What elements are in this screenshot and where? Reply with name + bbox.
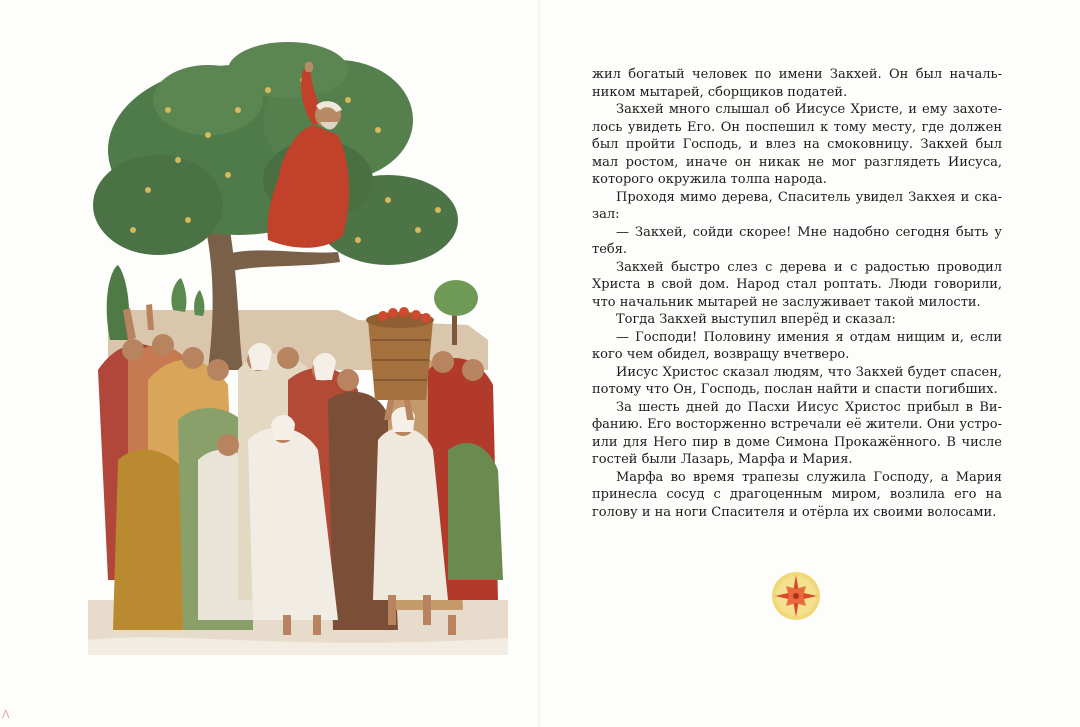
zacchaeus-illustration — [88, 40, 508, 655]
paragraph-2: Закхей много слышал об Иисусе Христе, и ему захотелось увидеть Его. Он поспешил к тому месту, где должен был пройти Господь, и влез на смоковницу. Закхей был мал ростом, иначе он никак не мог разглядеть Иисуса, которого окружила толпа народа. — [592, 102, 1002, 187]
corner-mark: Λ — [2, 708, 10, 721]
paragraph-1: жил богатый человек по имени Закхей. Он был начальником мытарей, сборщиков податей. — [592, 67, 1002, 100]
paragraph-4: — Закхей, сойди скорее! Мне надобно сегодня быть у тебя. — [592, 224, 1002, 257]
story-text — [592, 66, 1002, 521]
paragraph-5: Закхей быстро слез с дерева и с радостью проводил Христа в свой дом. Народ стал роптать. Люди говорили, что начальник мытарей не заслуживает такой милости. — [592, 259, 1002, 310]
paragraph-10: Марфа во время трапезы служила Господу, а Мария принесла сосуд с драгоценным миром, возлила его на голову и на ноги Спасителя и отёрла их своими волосами. — [592, 469, 1002, 520]
paragraph-8: Иисус Христос сказал людям, что Закхей будет спасен, потому что Он, Господь, послан найти и спасти погибших. — [592, 364, 1002, 397]
paragraph-6: Тогда Закхей выступил вперёд и сказал: — [616, 312, 896, 327]
paragraph-7: — Господи! Половину имения я отдам нищим и, если кого чем обидел, возвращу вчетверо. — [592, 329, 1002, 362]
star-ornament-icon — [771, 571, 821, 621]
page-gutter — [538, 0, 542, 727]
paragraph-3: Проходя мимо дерева, Спаситель увидел Закхея и сказал: — [592, 189, 1002, 222]
paragraph-9: За шесть дней до Пасхи Иисус Христос прибыл в Вифанию. Его восторженно встречали её жители. Они устроили для Него пир в доме Симона Прокажённого. В числе гостей были Лазарь, Марфа и Мария. — [592, 399, 1002, 467]
